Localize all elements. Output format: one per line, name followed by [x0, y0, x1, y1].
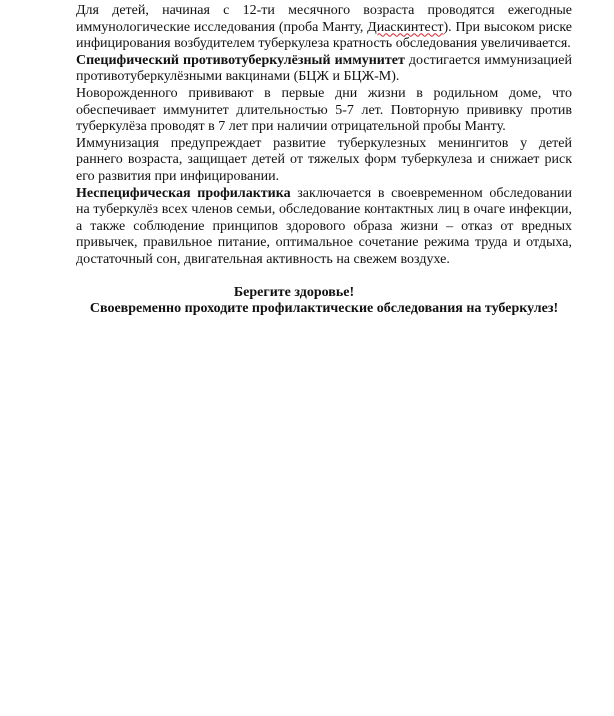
misspelled-word: Диаскинтест	[367, 19, 444, 35]
paragraph-text: Новорожденного прививают в первые дни жизни в родильном доме, что обеспечивает иммунитет длительностью 5-7 лет. Повторную прививку против туберкулёза проводят в 7 лет при наличии отрицательной пробы Манту.	[76, 85, 572, 135]
paragraph-specific-immunity	[76, 53, 572, 86]
document-page	[76, 3, 572, 318]
paragraph-text: Для детей, начиная с 12-ти месячного возраста проводятся ежегодные иммунологические исследования (проба Манту,	[76, 3, 572, 35]
paragraph-text: заключается в своевременном обследовании на туберкулёз всех членов семьи, обследование контактных лиц в очаге инфекции, а также соблюдение принципов здорового образа жизни – отказ от вредных привычек, правильное питание, оптимальное сочетание режима труда и отдыха, достаточный сон, двигательная активность на свежем воздухе.	[76, 185, 572, 267]
paragraph-text: Иммунизация предупреждает развитие туберкулезных менингитов у детей раннего возраста, защищает детей от тяжелых форм туберкулеза и снижает риск его развития при инфицировании.	[76, 135, 572, 184]
paragraph-annual-testing	[76, 3, 572, 53]
closing-line-health: Берегите здоровье!	[233, 284, 355, 300]
closing-line-checkup: Своевременно проходите профилактические обследования на туберкулез!	[89, 301, 559, 317]
paragraph-nonspecific-prevention	[76, 186, 572, 269]
paragraph-newborn-vaccination	[76, 86, 572, 136]
bold-term: Специфический противотуберкулёзный иммунитет	[76, 52, 405, 68]
paragraph-spacer	[76, 269, 572, 285]
bold-term: Неспецифическая профилактика	[76, 185, 291, 201]
paragraph-immunization-benefits	[76, 136, 572, 186]
paragraph-text: достигается иммунизацией противотуберкулёзными вакцинами (БЦЖ и БЦЖ-М).	[76, 52, 572, 85]
paragraph-text: ). При высоком риске инфицирования возбудителем туберкулеза кратность обследования увеличивается.	[76, 19, 572, 52]
